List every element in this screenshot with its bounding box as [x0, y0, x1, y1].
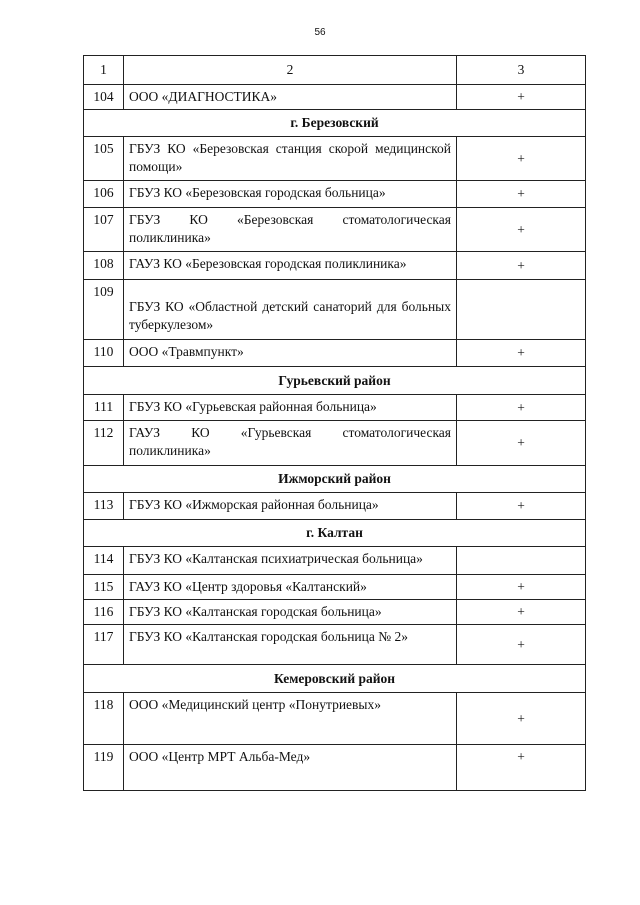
participation-mark: + [457, 208, 586, 252]
table-row [84, 547, 586, 575]
organization-name: ГАУЗ КО «Центр здоровья «Калтанский» [124, 575, 457, 600]
organization-name: ГБУЗ КО «Ижморская районная больница» [124, 493, 457, 520]
organization-name: ООО «ДИАГНОСТИКА» [124, 85, 457, 110]
section-header-row [84, 466, 586, 493]
organization-name: ГАУЗ КО «Гурьевская стоматологическая поликлиника» [124, 421, 457, 466]
participation-mark [457, 280, 586, 340]
section-title: Ижморский район [84, 466, 586, 493]
table-header-row [84, 56, 586, 85]
organization-name: ООО «Центр МРТ Альба-Мед» [124, 745, 457, 791]
participation-mark: + [457, 693, 586, 745]
participation-mark: + [457, 493, 586, 520]
participation-mark: + [457, 421, 586, 466]
row-number: 109 [84, 280, 124, 340]
table-row [84, 340, 586, 367]
organization-name: ГБУЗ КО «Березовская станция скорой медицинской помощи» [124, 137, 457, 181]
organization-name: ГБУЗ КО «Областной детский санаторий для больных туберкулезом» [124, 280, 457, 340]
organization-name: ООО «Травмпункт» [124, 340, 457, 367]
organizations-table [83, 55, 586, 791]
section-header-row [84, 520, 586, 547]
section-header-row [84, 665, 586, 693]
table-row [84, 85, 586, 110]
table-row [84, 493, 586, 520]
table-row [84, 600, 586, 625]
organization-name: ГАУЗ КО «Березовская городская поликлиника» [124, 252, 457, 280]
row-number: 108 [84, 252, 124, 280]
participation-mark: + [457, 137, 586, 181]
organization-name: ГБУЗ КО «Березовская городская больница» [124, 181, 457, 208]
participation-mark: + [457, 252, 586, 280]
organization-name: ГБУЗ КО «Калтанская городская больница № 2» [124, 625, 457, 665]
section-title: Гурьевский район [84, 367, 586, 395]
organization-name: ГБУЗ КО «Березовская стоматологическая поликлиника» [124, 208, 457, 252]
header-col-3: 3 [457, 56, 586, 85]
row-number: 116 [84, 600, 124, 625]
row-number: 117 [84, 625, 124, 665]
section-header-row [84, 110, 586, 137]
participation-mark [457, 547, 586, 575]
table-row [84, 280, 586, 340]
table-row [84, 745, 586, 791]
header-col-1: 1 [84, 56, 124, 85]
participation-mark: + [457, 575, 586, 600]
participation-mark: + [457, 340, 586, 367]
organization-name: ГБУЗ КО «Калтанская городская больница» [124, 600, 457, 625]
section-title: Кемеровский район [84, 665, 586, 693]
participation-mark: + [457, 85, 586, 110]
table-row [84, 421, 586, 466]
section-title: г. Березовский [84, 110, 586, 137]
row-number: 118 [84, 693, 124, 745]
participation-mark: + [457, 625, 586, 665]
organization-name: ГБУЗ КО «Калтанская психиатрическая больница» [124, 547, 457, 575]
table-row [84, 575, 586, 600]
table-row [84, 625, 586, 665]
organization-name: ГБУЗ КО «Гурьевская районная больница» [124, 395, 457, 421]
table-row [84, 252, 586, 280]
row-number: 114 [84, 547, 124, 575]
participation-mark: + [457, 600, 586, 625]
row-number: 111 [84, 395, 124, 421]
participation-mark: + [457, 181, 586, 208]
table-row [84, 395, 586, 421]
section-title: г. Калтан [84, 520, 586, 547]
table-row [84, 693, 586, 745]
section-header-row [84, 367, 586, 395]
row-number: 113 [84, 493, 124, 520]
participation-mark: + [457, 745, 586, 791]
table-row [84, 181, 586, 208]
row-number: 115 [84, 575, 124, 600]
row-number: 104 [84, 85, 124, 110]
table-row [84, 137, 586, 181]
page-number: 56 [314, 27, 326, 38]
row-number: 110 [84, 340, 124, 367]
table-row [84, 208, 586, 252]
header-col-2: 2 [124, 56, 457, 85]
row-number: 119 [84, 745, 124, 791]
row-number: 106 [84, 181, 124, 208]
row-number: 105 [84, 137, 124, 181]
row-number: 112 [84, 421, 124, 466]
participation-mark: + [457, 395, 586, 421]
organization-name: ООО «Медицинский центр «Понутриевых» [124, 693, 457, 745]
row-number: 107 [84, 208, 124, 252]
